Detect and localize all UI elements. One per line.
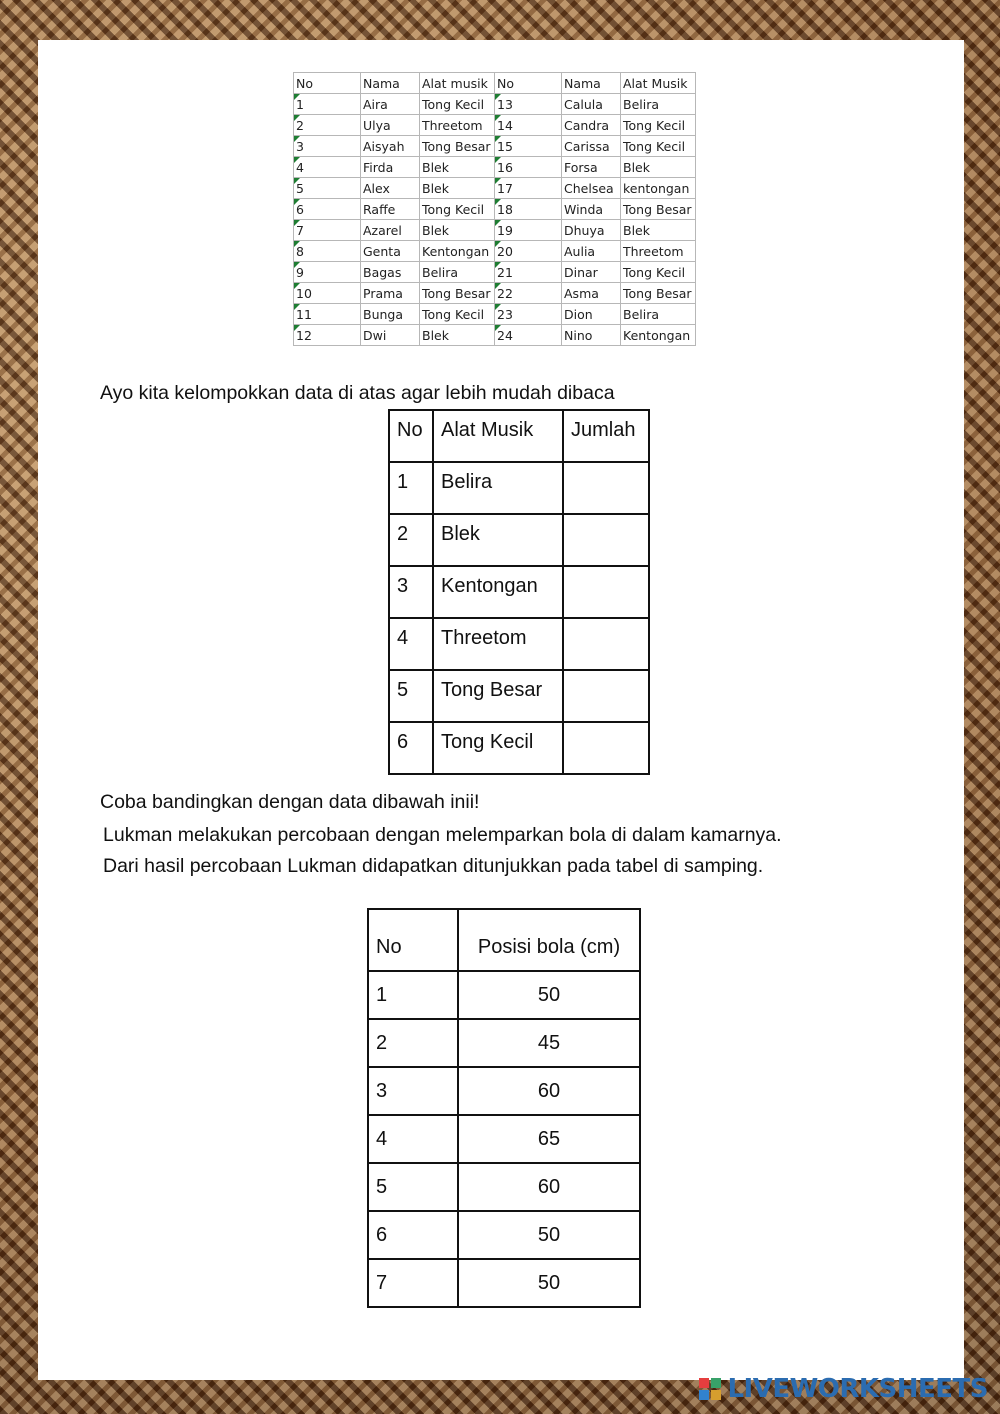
intro-text: Ayo kita kelompokkan data di atas agar lebih mudah dibaca	[100, 382, 615, 404]
sheet-header-cell: Nama	[562, 73, 621, 94]
sheet-row	[294, 220, 696, 241]
sheet-header-cell: Alat Musik	[621, 73, 696, 94]
sheet-header-cell: Nama	[361, 73, 420, 94]
sheet-cell: Tong Besar	[621, 199, 696, 220]
sheet-row	[294, 115, 696, 136]
group-cell-text: 4	[397, 627, 409, 649]
brand-mark-square	[699, 1378, 709, 1388]
group-cell-text	[571, 467, 641, 509]
group-cell-text: Belira	[441, 471, 493, 493]
group-body	[389, 462, 649, 774]
ball-cell: 7	[368, 1259, 458, 1307]
ball-body	[368, 971, 640, 1307]
liveworksheets-logo[interactable]	[699, 1374, 988, 1404]
group-row	[389, 514, 649, 566]
sheet-cell: Bunga	[361, 304, 420, 325]
group-cell	[389, 566, 433, 618]
group-cell-text: Threetom	[441, 627, 527, 649]
ball-row	[368, 1211, 640, 1259]
group-cell-text: Kentongan	[441, 575, 538, 597]
sheet-row	[294, 94, 696, 115]
group-cell-text: 1	[397, 471, 409, 493]
group-cell	[389, 462, 433, 514]
brand-name: LIVEWORKSHEETS	[727, 1374, 988, 1404]
group-row	[389, 462, 649, 514]
sheet-cell: 2	[294, 115, 361, 136]
sheet-cell: Threetom	[621, 241, 696, 262]
sheet-cell: 8	[294, 241, 361, 262]
sheet-cell: Aisyah	[361, 136, 420, 157]
group-cell	[389, 670, 433, 722]
group-header-cell	[433, 410, 563, 462]
sheet-cell: 3	[294, 136, 361, 157]
sheet-cell: 5	[294, 178, 361, 199]
sheet-cell: 19	[495, 220, 562, 241]
ball-row	[368, 1115, 640, 1163]
ball-row	[368, 1163, 640, 1211]
story-line-2: Dari hasil percobaan Lukman didapatkan ditunjukkan pada tabel di samping.	[103, 855, 764, 877]
group-header-cell	[389, 410, 433, 462]
sheet-header-cell: Alat musik	[420, 73, 495, 94]
group-cell-text: 5	[397, 679, 409, 701]
ball-cell: 6	[368, 1211, 458, 1259]
story-line-1: Lukman melakukan percobaan dengan melemparkan bola di dalam kamarnya.	[103, 824, 782, 846]
sheet-cell: Prama	[361, 283, 420, 304]
group-cell-text: 6	[397, 731, 409, 753]
group-cell-text: Tong Besar	[441, 679, 543, 701]
brand-mark-square	[699, 1390, 709, 1400]
count-input-cell[interactable]	[563, 566, 649, 618]
sheet-body	[294, 94, 696, 346]
sheet-cell: Winda	[562, 199, 621, 220]
sheet-row	[294, 178, 696, 199]
sheet-cell: 9	[294, 262, 361, 283]
sheet-cell: 4	[294, 157, 361, 178]
ball-cell: 60	[458, 1067, 640, 1115]
group-cell	[433, 566, 563, 618]
group-cell-text	[571, 675, 641, 717]
student-instrument-sheet	[293, 72, 696, 346]
ball-header-cell: No	[368, 909, 458, 971]
worksheet-page	[38, 40, 964, 1380]
ball-cell: 4	[368, 1115, 458, 1163]
compare-text: Coba bandingkan dengan data dibawah inii!	[100, 791, 480, 813]
ball-cell: 50	[458, 1259, 640, 1307]
group-cell	[433, 618, 563, 670]
group-cell-text: Tong Kecil	[441, 731, 534, 753]
sheet-cell: Carissa	[562, 136, 621, 157]
sheet-cell: Candra	[562, 115, 621, 136]
brand-mark-icon	[699, 1378, 721, 1400]
sheet-cell: Kentongan	[621, 325, 696, 346]
sheet-row	[294, 325, 696, 346]
sheet-cell: Tong Kecil	[420, 94, 495, 115]
ball-cell: 60	[458, 1163, 640, 1211]
sheet-cell: Firda	[361, 157, 420, 178]
sheet-cell: 20	[495, 241, 562, 262]
ball-row	[368, 1019, 640, 1067]
ball-cell: 50	[458, 1211, 640, 1259]
sheet-cell: Blek	[621, 157, 696, 178]
group-cell-text	[571, 571, 641, 613]
ball-header-row	[368, 909, 640, 971]
group-row	[389, 618, 649, 670]
group-cell	[433, 514, 563, 566]
sheet-cell: Blek	[420, 220, 495, 241]
sheet-cell: Dion	[562, 304, 621, 325]
group-cell-text: Blek	[441, 523, 480, 545]
count-input-cell[interactable]	[563, 618, 649, 670]
sheet-cell: Bagas	[361, 262, 420, 283]
group-row	[389, 722, 649, 774]
sheet-cell: Tong Besar	[420, 283, 495, 304]
ball-cell: 65	[458, 1115, 640, 1163]
sheet-cell: Kentongan	[420, 241, 495, 262]
sheet-cell: 10	[294, 283, 361, 304]
sheet-header-row	[294, 73, 696, 94]
group-cell	[433, 722, 563, 774]
sheet-cell: Forsa	[562, 157, 621, 178]
sheet-cell: 14	[495, 115, 562, 136]
sheet-row	[294, 199, 696, 220]
sheet-cell: Tong Kecil	[621, 115, 696, 136]
sheet-cell: Belira	[621, 304, 696, 325]
group-header-text: Alat Musik	[441, 419, 534, 441]
ball-row	[368, 971, 640, 1019]
group-cell-text: 2	[397, 523, 409, 545]
sheet-cell: Alex	[361, 178, 420, 199]
sheet-cell: Tong Kecil	[420, 199, 495, 220]
count-input-cell[interactable]	[563, 514, 649, 566]
sheet-cell: Tong Kecil	[621, 262, 696, 283]
group-cell	[389, 618, 433, 670]
count-input-cell[interactable]	[563, 722, 649, 774]
sheet-cell: Nino	[562, 325, 621, 346]
sheet-cell: Dhuya	[562, 220, 621, 241]
grouping-table	[388, 409, 650, 775]
sheet-cell: Belira	[420, 262, 495, 283]
sheet-cell: 17	[495, 178, 562, 199]
sheet-cell: Genta	[361, 241, 420, 262]
sheet-cell: Belira	[621, 94, 696, 115]
ball-row	[368, 1259, 640, 1307]
sheet-cell: Tong Kecil	[420, 304, 495, 325]
sheet-cell: kentongan	[621, 178, 696, 199]
sheet-row	[294, 283, 696, 304]
sheet-cell: 13	[495, 94, 562, 115]
sheet-cell: Dwi	[361, 325, 420, 346]
sheet-cell: Blek	[420, 157, 495, 178]
ball-cell: 45	[458, 1019, 640, 1067]
ball-position-table	[367, 908, 641, 1308]
sheet-cell: Threetom	[420, 115, 495, 136]
sheet-cell: Dinar	[562, 262, 621, 283]
group-cell	[433, 462, 563, 514]
sheet-cell: Calula	[562, 94, 621, 115]
ball-cell: 1	[368, 971, 458, 1019]
sheet-row	[294, 241, 696, 262]
group-row	[389, 670, 649, 722]
sheet-cell: 24	[495, 325, 562, 346]
group-row	[389, 566, 649, 618]
sheet-cell: Blek	[621, 220, 696, 241]
sheet-cell: 1	[294, 94, 361, 115]
group-cell-text	[571, 727, 641, 769]
group-cell	[389, 514, 433, 566]
sheet-cell: Aira	[361, 94, 420, 115]
sheet-cell: 7	[294, 220, 361, 241]
sheet-cell: 15	[495, 136, 562, 157]
group-header-row	[389, 410, 649, 462]
group-header-cell	[563, 410, 649, 462]
ball-cell: 50	[458, 971, 640, 1019]
sheet-header-cell: No	[294, 73, 361, 94]
group-cell-text	[571, 623, 641, 665]
sheet-cell: Tong Besar	[621, 283, 696, 304]
brand-mark-square	[711, 1390, 721, 1400]
sheet-row	[294, 136, 696, 157]
sheet-cell: Tong Besar	[420, 136, 495, 157]
ball-cell: 3	[368, 1067, 458, 1115]
sheet-cell: 12	[294, 325, 361, 346]
sheet-cell: 6	[294, 199, 361, 220]
ball-cell: 2	[368, 1019, 458, 1067]
sheet-cell: Aulia	[562, 241, 621, 262]
group-header-text: No	[397, 419, 423, 441]
sheet-cell: 23	[495, 304, 562, 325]
group-header-text: Jumlah	[571, 419, 636, 441]
count-input-cell[interactable]	[563, 670, 649, 722]
brand-mark-square	[711, 1378, 721, 1388]
group-cell	[389, 722, 433, 774]
sheet-cell: Chelsea	[562, 178, 621, 199]
sheet-cell: 16	[495, 157, 562, 178]
count-input-cell[interactable]	[563, 462, 649, 514]
group-cell-text: 3	[397, 575, 409, 597]
sheet-cell: Raffe	[361, 199, 420, 220]
ball-row	[368, 1067, 640, 1115]
sheet-cell: Blek	[420, 325, 495, 346]
sheet-row	[294, 304, 696, 325]
ball-header-cell: Posisi bola (cm)	[458, 909, 640, 971]
ball-cell: 5	[368, 1163, 458, 1211]
sheet-cell: Tong Kecil	[621, 136, 696, 157]
sheet-header-cell: No	[495, 73, 562, 94]
sheet-cell: 22	[495, 283, 562, 304]
group-cell-text	[571, 519, 641, 561]
sheet-cell: Azarel	[361, 220, 420, 241]
sheet-row	[294, 262, 696, 283]
sheet-cell: Blek	[420, 178, 495, 199]
sheet-cell: Ulya	[361, 115, 420, 136]
sheet-row	[294, 157, 696, 178]
sheet-cell: 11	[294, 304, 361, 325]
sheet-cell: 21	[495, 262, 562, 283]
group-cell	[433, 670, 563, 722]
sheet-cell: 18	[495, 199, 562, 220]
sheet-cell: Asma	[562, 283, 621, 304]
